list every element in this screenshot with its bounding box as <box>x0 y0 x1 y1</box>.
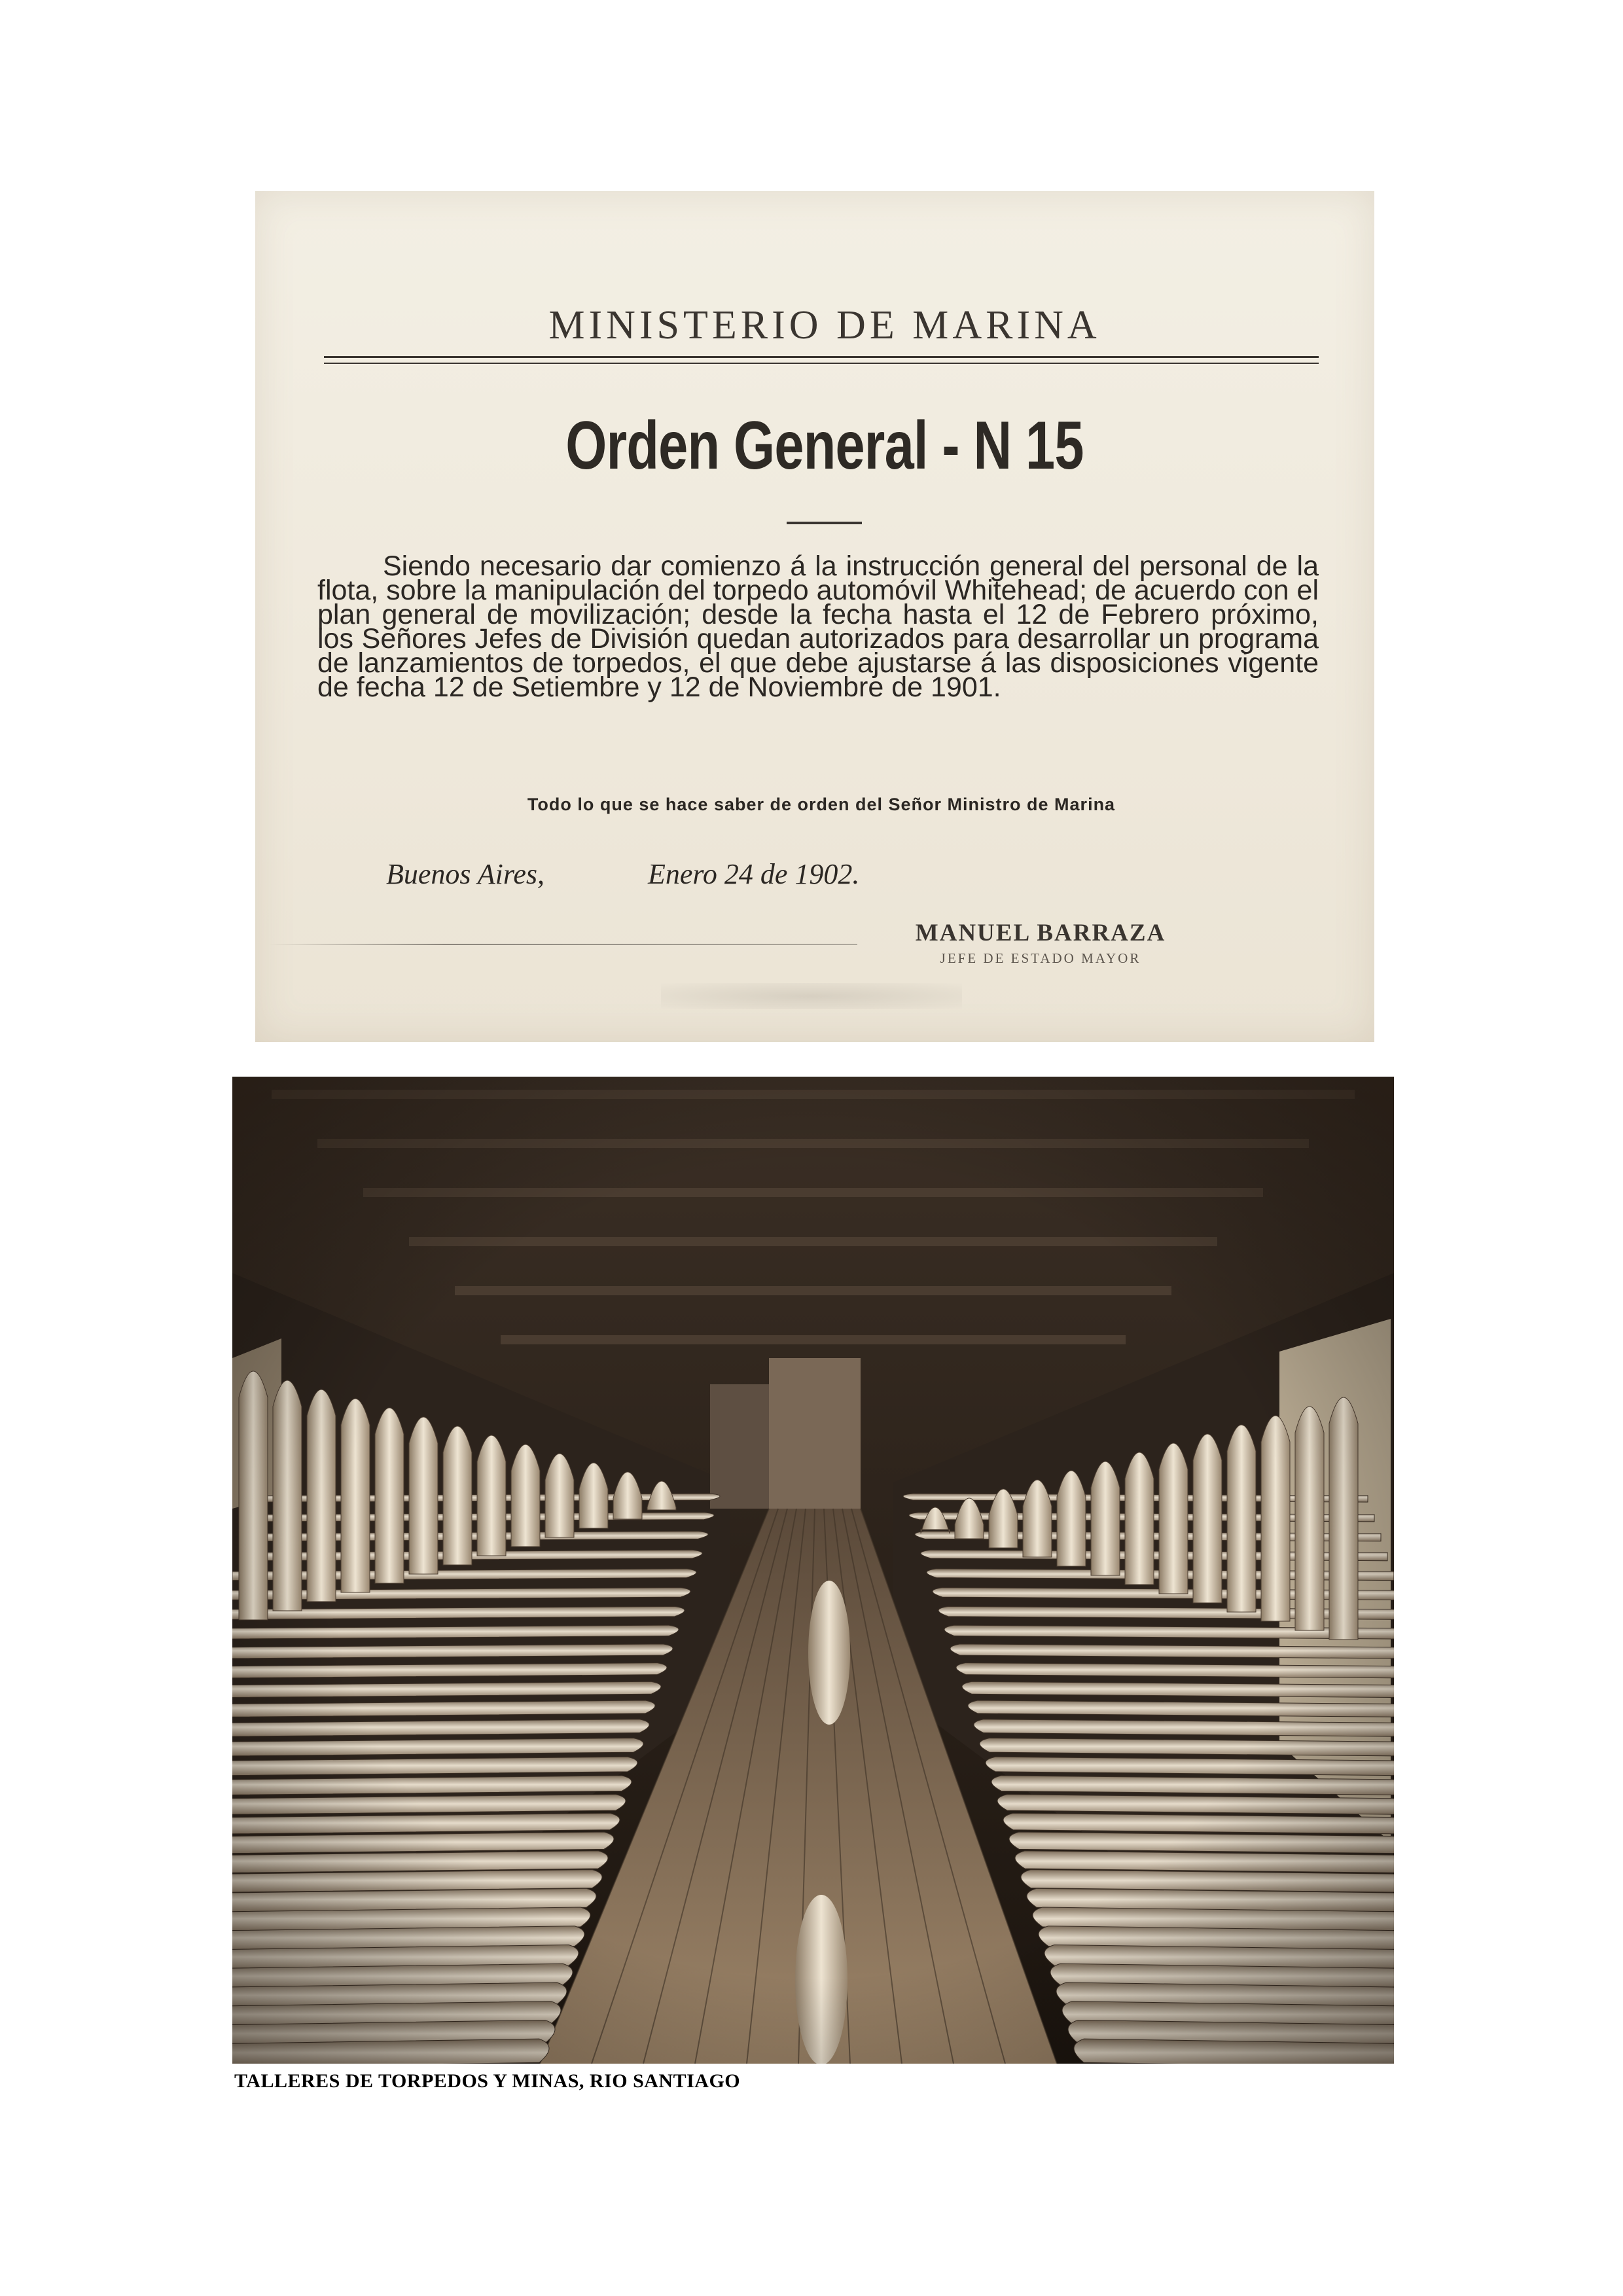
stamp-smudge <box>661 983 962 1009</box>
signature-name: MANUEL BARRAZA <box>915 920 1166 946</box>
order-date: Enero 24 de 1902. <box>648 858 860 890</box>
torpedo-workshop-illustration <box>232 1077 1394 2064</box>
order-title: Orden General - N 15 <box>565 408 1084 484</box>
signature-role: JEFE DE ESTADO MAYOR <box>940 950 1141 966</box>
torpedo-workshop-photo <box>232 1077 1394 2064</box>
heading-rule <box>324 356 1319 358</box>
title-rule <box>787 522 862 524</box>
order-document <box>255 191 1374 1042</box>
ministry-heading: MINISTERIO DE MARINA <box>548 303 1101 348</box>
heading-rule-thin <box>324 363 1319 364</box>
photo-vignette <box>232 1077 1394 2064</box>
order-notice: Todo lo que se hace saber de orden del Señor Ministro de Marina <box>527 795 1116 814</box>
signature-line <box>268 944 857 945</box>
photo-caption: TALLERES DE TORPEDOS Y MINAS, RIO SANTIAGO <box>234 2070 741 2092</box>
order-body: Siendo necesario dar comienzo á la instrucción general del personal de la flota, sobre la manipulación del torpedo automóvil Whitehead; de acuerdo con el plan general de movilización; desde la fecha hasta el 12 de Febrero próximo, los Señores Jefes de División quedan autorizados para desarrollar un programa de lanzamientos de torpedos, el que debe ajustarse á las disposiciones vigente de fecha 12 de Setiembre y 12 de Noviembre de 1901. <box>317 550 1319 703</box>
order-place: Buenos Aires, <box>386 858 544 890</box>
